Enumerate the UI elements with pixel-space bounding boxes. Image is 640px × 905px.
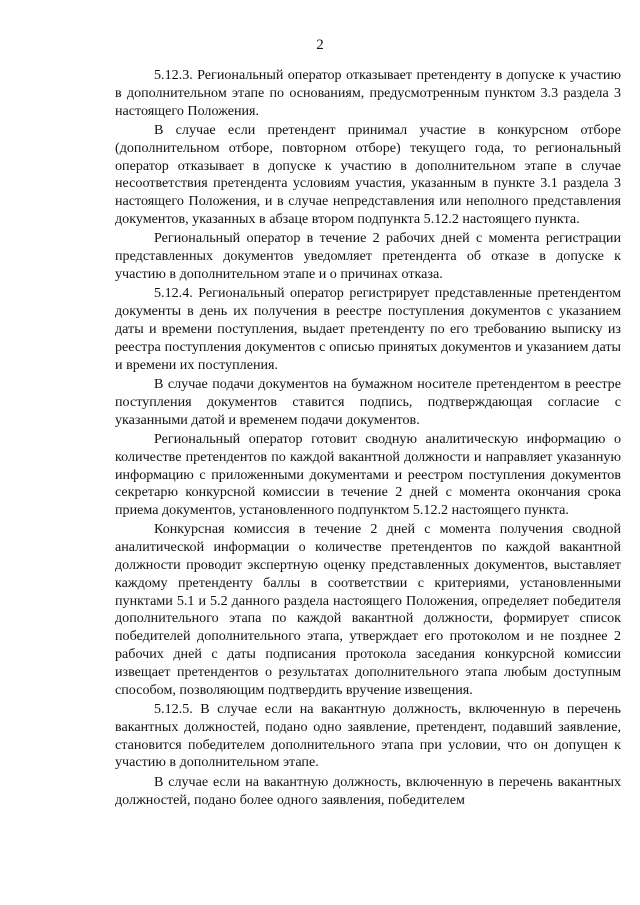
document-body xyxy=(115,67,621,811)
paragraph-5-12-5: 5.12.5. В случае если на вакантную должность, включенную в перечень вакантных должностей, подано одно заявление, претендент, подавший заявление, становится победителем дополнительного этапа при условии, что он допущен к участию в дополнительном этапе. xyxy=(115,701,621,771)
paragraph-paper-submission: В случае подачи документов на бумажном носителе претендентом в реестре поступления документов ставится подпись, подтверждающая согласие с указанными датой и временем подачи документов. xyxy=(115,375,621,428)
paragraph-5-12-3: 5.12.3. Региональный оператор отказывает претенденту в допуске к участию в дополнительном этапе по основаниям, предусмотренным пунктом 3.3 раздела 3 настоящего Положения. xyxy=(115,67,621,119)
paragraph-refusal-previous-participant: В случае если претендент принимал участие в конкурсном отборе (дополнительном отборе, повторном отборе) текущего года, то региональный оператор отказывает в допуске к участию в дополнительном этапе в случае несоответствия претендента условиям участия, указанным в пункте 3.1 раздела 3 настоящего Положения, и в случае непредставления или неполного представления документов, указанных в абзаце втором подпункта 5.12.2 настоящего пункта. xyxy=(115,121,621,227)
paragraph-refusal-notification: Региональный оператор в течение 2 рабочих дней с момента регистрации представленных документов уведомляет претендента об отказе в допуске к участию в дополнительном этапе и о причинах отказа. xyxy=(115,230,621,282)
page-number: 2 xyxy=(316,37,324,53)
paragraph-5-12-4: 5.12.4. Региональный оператор регистрирует представленные претендентом документы в день их получения в реестре поступления документов с указанием даты и времени поступления, выдает претенденту по его требованию выписку из реестра поступления документов с описью принятых документов и указанием даты и времени их поступления. xyxy=(115,285,621,373)
paragraph-multiple-applications: В случае если на вакантную должность, включенную в перечень вакантных должностей, подано более одного заявления, победителем xyxy=(115,773,621,808)
paragraph-commission-evaluation: Конкурсная комиссия в течение 2 дней с момента получения сводной аналитической информации о количестве претендентов по каждой вакантной должности проводит экспертную оценку представленных документов, выставляет каждому претенденту баллы в соответствии с критериями, установленными пунктами 5.1 и 5.2 данного раздела настоящего Положения, определяет победителя дополнительного этапа по каждой вакантной должности, формирует список победителей дополнительного этапа, утверждает его протоколом и не позднее 2 рабочих дней с даты подписания протокола заседания конкурсной комиссии извещает претендентов о результатах дополнительного этапа любым доступным способом, позволяющим подтвердить вручение извещения. xyxy=(115,521,621,698)
paragraph-analytical-information: Региональный оператор готовит сводную аналитическую информацию о количестве претендентов по каждой вакантной должности и направляет указанную информацию с приложенными документами и реестром поступления документов секретарю конкурсной комиссии в течение 2 дней с момента окончания срока приема документов, установленного подпунктом 5.12.2 настоящего пункта. xyxy=(115,430,621,519)
